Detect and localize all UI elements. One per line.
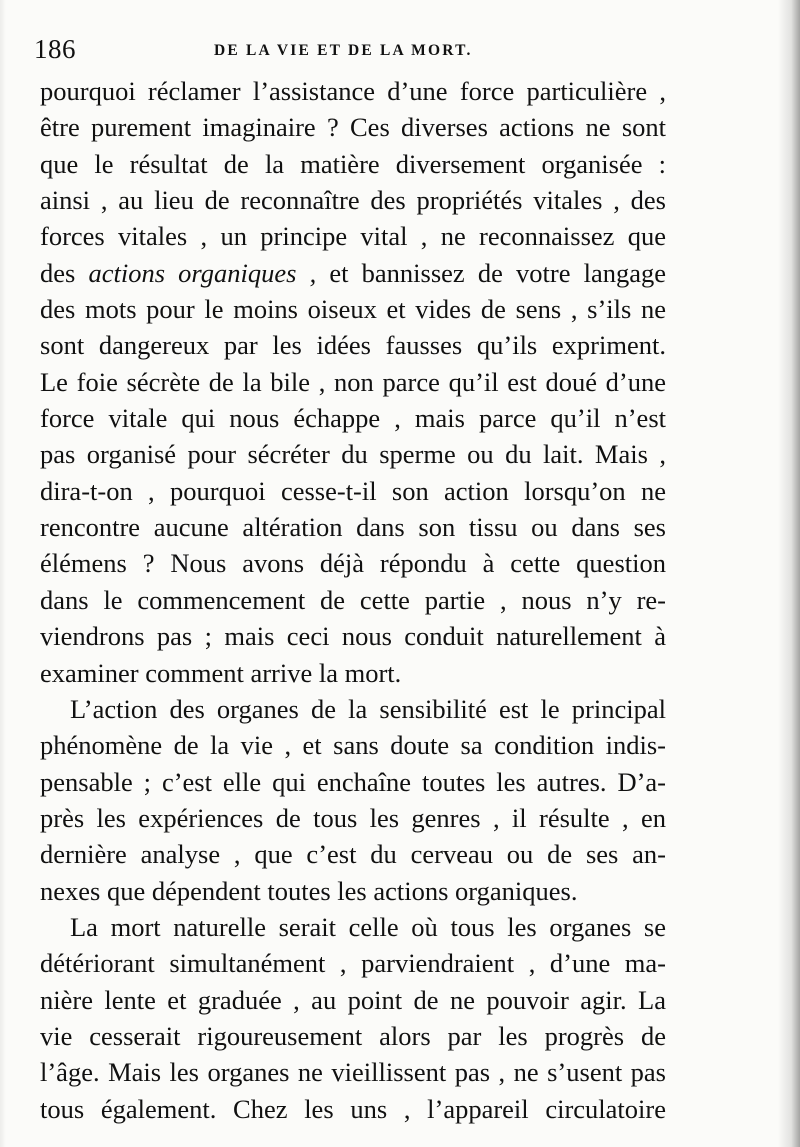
text-line: que le résultat de la matière diversement organisée :	[40, 148, 666, 179]
text-line-with-italic	[40, 255, 666, 291]
text-line: pourquoi réclamer l’assistance d’une force particulière ,	[40, 76, 666, 106]
text-line: l’âge. Mais les organes ne vieillissent pas , ne s’usent pas	[40, 1057, 666, 1088]
text-line: tous également. Chez les uns , l’appareil circulatoire	[40, 1093, 666, 1124]
text-line: rencontre aucune altération dans son tissu ou dans ses	[40, 512, 666, 543]
text-line: viendrons pas ; mais ceci nous conduit naturellement à	[40, 621, 666, 652]
paragraph-first-line: La mort naturelle serait celle où tous les organes se	[70, 911, 666, 942]
text-line: être purement imaginaire ? Ces diverses actions ne sont	[40, 112, 666, 143]
paragraph-last-line: examiner comment arrive la mort.	[40, 657, 402, 688]
text-line: Le foie sécrète de la bile , non parce qu’il est doué d’une	[40, 366, 666, 397]
page-edge-shadow	[778, 0, 800, 1147]
text-line: vie cesserait rigoureusement alors par les progrès de	[40, 1020, 666, 1051]
text-fragment: et bannissez de votre langage	[329, 257, 667, 288]
text-line: pensable ; c’est elle qui enchaîne toutes les autres. D’a-	[40, 766, 666, 797]
paragraph-first-line: L’action des organes de la sensibilité est le principal	[70, 693, 666, 724]
page-gutter-shadow	[0, 0, 6, 1147]
text-line: nière lente et graduée , au point de ne pouvoir agir. La	[40, 984, 666, 1015]
page-number: 186	[34, 34, 76, 64]
text-line: forces vitales , un principe vital , ne reconnaissez que	[40, 221, 666, 252]
paragraph-last-line: nexes que dépendent toutes les actions organiques.	[40, 875, 578, 906]
text-line: dira-t-on , pourquoi cesse-t-il son action lorsqu’on ne	[40, 475, 666, 506]
text-line: sont dangereux par les idées fausses qu’ils expriment.	[40, 330, 666, 361]
page-header	[34, 34, 734, 68]
text-line: dernière analyse , que c’est du cerveau ou de ses an-	[40, 839, 666, 870]
text-line: force vitale qui nous échappe , mais parce qu’il n’est	[40, 403, 666, 434]
body-text	[40, 73, 666, 1127]
text-line: près les expériences de tous les genres , il résulte , en	[40, 802, 666, 833]
text-fragment: des	[40, 257, 76, 288]
text-line: ainsi , au lieu de reconnaître des propriétés vitales , des	[40, 185, 666, 216]
text-line: dans le commencement de cette partie , nous n’y re-	[40, 584, 666, 615]
italic-term: actions organiques ,	[88, 257, 317, 288]
running-head: DE LA VIE ET DE LA MORT.	[214, 42, 473, 59]
text-line: des mots pour le moins oiseux et vides de sens , s’ils ne	[40, 294, 666, 325]
text-line: pas organisé pour sécréter du sperme ou du lait. Mais ,	[40, 439, 666, 470]
text-line: élémens ? Nous avons déjà répondu à cette question	[40, 548, 666, 579]
text-line: détériorant simultanément , parviendraient , d’une ma-	[40, 948, 666, 979]
text-line: phénomène de la vie , et sans doute sa condition indis-	[40, 730, 666, 761]
